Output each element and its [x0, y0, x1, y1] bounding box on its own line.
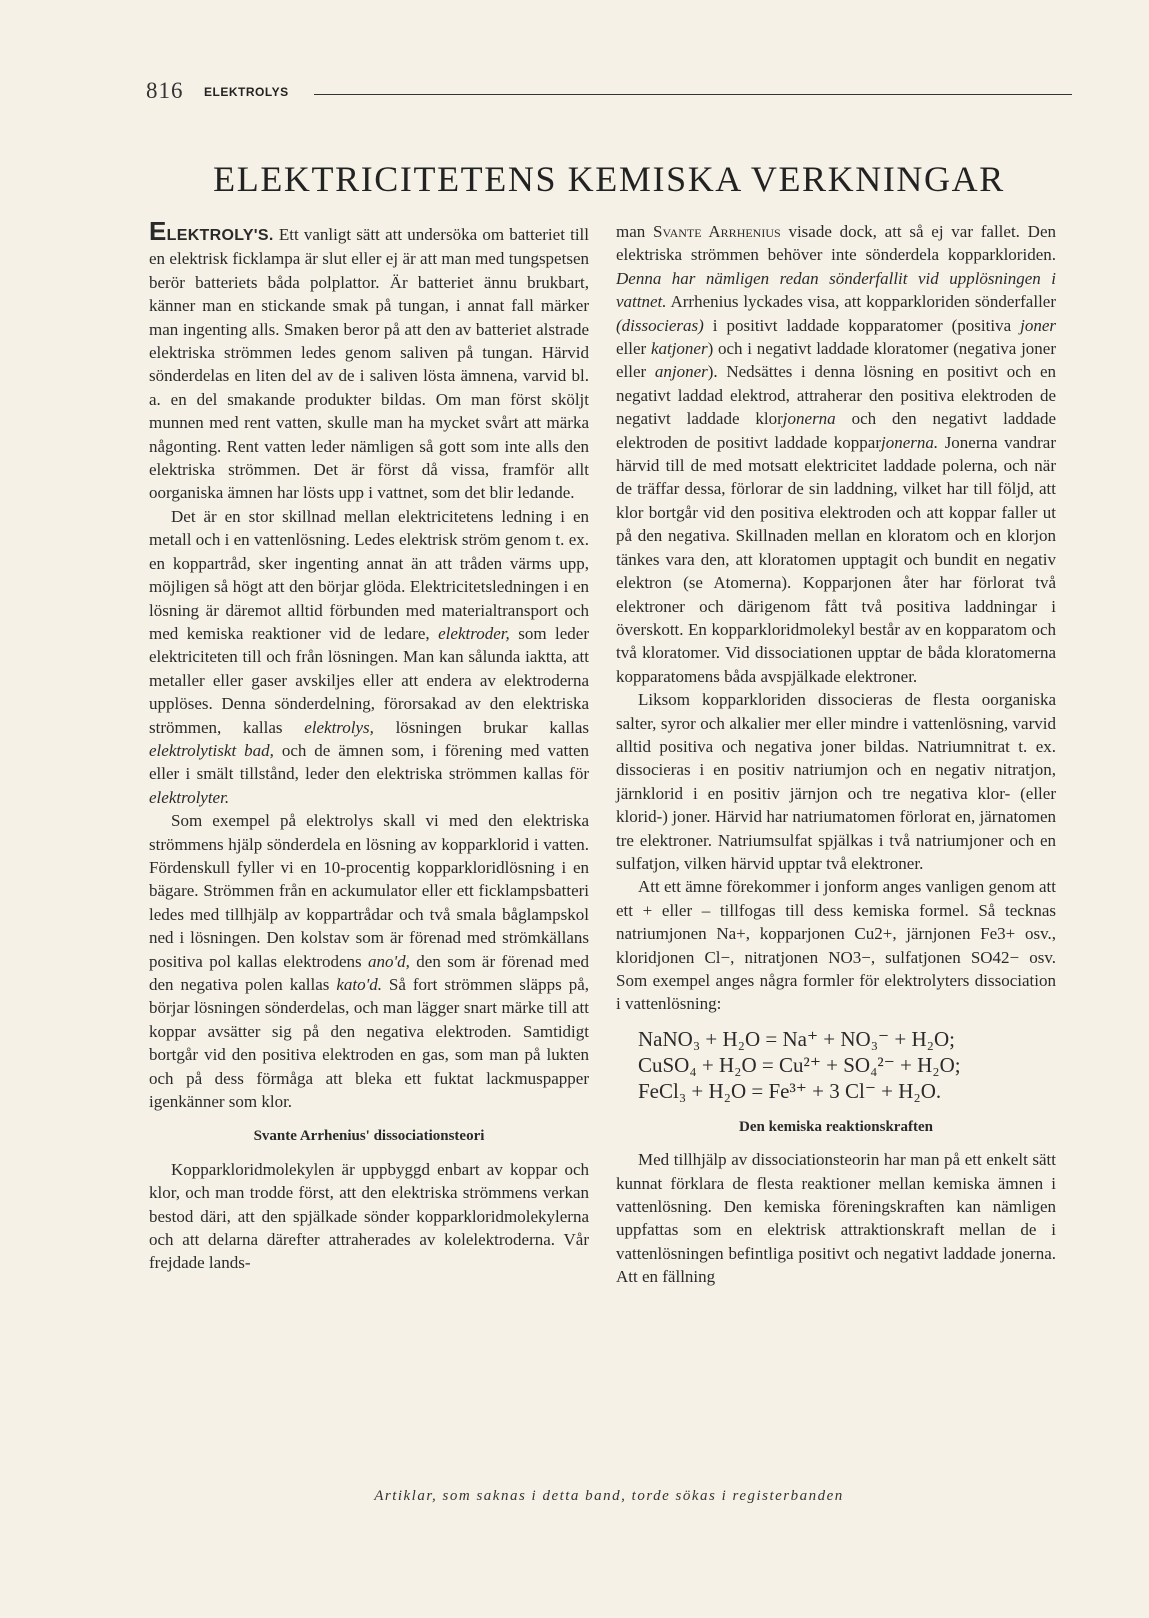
- header-rule: [314, 94, 1072, 95]
- paragraph: man Svante Arrhenius visade dock, att så ej var fallet. Den elektriska strömmen behöver inte sönderdela kopparkloriden. Denna har nämligen redan sönderfallit vid upplösningen i vattnet. Arrhenius lyckades visa, att kopparkloriden sönderfaller (dissocieras) i positivt laddade kopparatomer (positiva joner eller katjoner) och i negativt laddade kloratomer (negativa joner eller anjoner). Nedsättes i denna lösning en positivt och en negativt laddad elektrod, attraherar den positiva elektroden de negativt laddade klorjonerna och den negativt laddade elektroden de positivt laddade kopparjonerna. Jonerna vandrar härvid till de med motsatt elektricitet laddade polerna, och när de träffar dessa, förlorar de sin laddning, vilket har till följd, att klor bortgår vid den positiva elektroden och att koppar faller ut på den negativa. Skillnaden mellan en kloratom och en klorjon tänkes vara den, att kloratomen upptagit och bundit en negativ elektron (se Atomerna). Kopparjonen åter har förlorat två elektroner och därigenom fått två positiva laddningar i överskott. En kopparkloridmolekyl består av en kopparatom och två kloratomer. Vid dissociationen upptar de båda kloratomerna kopparatomens båda avspjälkade elektroner.: [616, 222, 1057, 686]
- paragraph: Med tillhjälp av dissociationsteorin har man på ett enkelt sätt kunnat förklara de flesta reaktioner mellan kemiska ämnen i vattenlösning. Den kemiska föreningskraften kan nämligen uppfattas som en elektrisk attraktionskraft mellan de i vattenlösningen befintliga positivt och negativt laddade jonerna. Att en fällning: [616, 1150, 1056, 1287]
- equation: NaNO₃ + H₂O = Na⁺ + NO₃⁻ + H₂O;: [638, 1026, 955, 1051]
- left-column: [149, 216, 590, 1275]
- paragraph: Det är en stor skillnad mellan elektricitetens ledning i en metall och i en vattenlösning. Ledes elektrisk ström genom t. ex. en koppartråd, sker ingenting annat än att tråden värms upp, möjligen så högt att den börjar glöda. Elektricitetsledningen i en lösning är däremot alltid förbunden med materialtransport och med kemiska reaktioner vid de ledare, elektroder, som leder elektriciteten till och från lösningen. Man kan sålunda iakttа, att metaller eller gaser avskiljes eller att endera av elektroderna upplöses. Denna sönderdelning, förorsakad av den elektriska strömmen, kallas elektrolys, lösningen brukar kallas elektrolytiskt bad, och de ämnen som, i förening med vatten eller i smält tillstånd, leder den elektriska strömmen kallas för elektrolyter.: [149, 506, 590, 807]
- page-header: [146, 74, 1072, 104]
- running-title: ELEKTROLYS: [204, 85, 289, 99]
- equation: FeCl₃ + H₂O = Fe³⁺ + 3 Cl⁻ + H₂O.: [638, 1078, 942, 1103]
- article-title: ELEKTRICITETENS KEMISKA VERKNINGAR: [213, 159, 1005, 199]
- right-column: [616, 220, 1056, 1289]
- paragraph: Att ett ämne förekommer i jonform anges vanligen genom att ett + eller – tillfogas till dess kemiska formel. Så tecknas natriumjonen Na+, kopparjonen Cu2+, järnjonen Fe3+ osv., kloridjonen Cl−, nitratjonen NO3−, sulfatjonen SO42− osv. Som exempel anges några formler för elektrolyters dissociation i vattenlösning:: [616, 877, 1056, 1014]
- footer-note: Artiklar, som saknas i detta band, torde sökas i registerbanden: [374, 1488, 844, 1504]
- paragraph: Kopparkloridmolekylen är uppbyggd enbart av koppar och klor, och man trodde först, att den elektriska strömmens verkan bestod däri, att den spjälkade sönder kopparkloridmolekylerna och att delarna därefter attraherades av kolelektroderna. Vår frejdade lands-: [149, 1159, 589, 1273]
- section-heading: Svante Arrhenius' dissociationsteori: [253, 1128, 485, 1145]
- section-heading: Den kemiska reaktionskraften: [739, 1118, 933, 1135]
- paragraph: Liksom kopparkloriden dissocieras de flesta oorganiska salter, syror och alkalier mer eller mindre i vattenlösning, varvid alltid positiva och negativa joner bildas. Natriumnitrat t. ex. dissocieras i en positiv natriumjon och en negativ nitratjon, järnklorid i en positiv järnjon och tre negativa klor- (eller klorid-) joner. Härvid har natriumatomen förlorat en, järnatomen tre elektroner. Natriumsulfat spjälkas i två natriumjoner och en sulfatjon, vilken härvid upptar två elektroner.: [616, 690, 1056, 873]
- equation-block: [638, 1026, 1056, 1104]
- lead-word: ELEKTROLY'S.: [149, 216, 274, 246]
- paragraph: ELEKTROLY'S. Ett vanligt sätt att undersöka om batteriet till en elektrisk ficklampa är slut eller ej är att man med tungspetsen berör batteriets båda polplattor. Är batteriet ännu brukbart, känner man en stickande smak på tungan, i annat fall märker man ingenting alls. Smaken beror på att den av batteriet alstrade elektriska strömmen ledes genom saliven på tungan. Härvid sönderdelas en liten del av de i saliven lösta ämnena, varvid bl. a. en del smakande produkter bildas. Om man först sköljt munnen med rent vatten, skulle man ha mycket svårt att märka någonting. Rent vatten leder nämligen så gott som inte alls den elektriska strömmen. Det är först då vissa, framför allt oorganiska ämnen har lösts upp i vattnet, som det blir ledande.: [149, 216, 590, 503]
- equation: CuSO₄ + H₂O = Cu²⁺ + SO₄²⁻ + H₂O;: [638, 1052, 961, 1077]
- paragraph: Som exempel på elektrolys skall vi med den elektriska strömmens hjälp sönderdela en lösning av kopparklorid i vatten. Fördenskull fyller vi en 10-procentig kopparkloridlösning i en bägare. Strömmen från en ackumulator eller ett ficklampsbatteri ledes med tillhjälp av koppartrådar och två smala båglampskol ned i lösningen. Den kolstav som är förenad med strömkällans positiva pol kallas elektrodens ano'd, den som är förenad med den negativa polen kallas kato'd. Så fort strömmen släpps på, börjar lösningen sönderdelas, och man lägger snart märke till att koppar avsätter sig på den negativa elektroden. Samtidigt bortgår vid den positiva elektroden en gas, som man på lukten och på dess förmåga att bleka ett fuktat lackmuspapper igenkänner som klor.: [149, 811, 590, 1112]
- page-number: 816: [146, 78, 184, 103]
